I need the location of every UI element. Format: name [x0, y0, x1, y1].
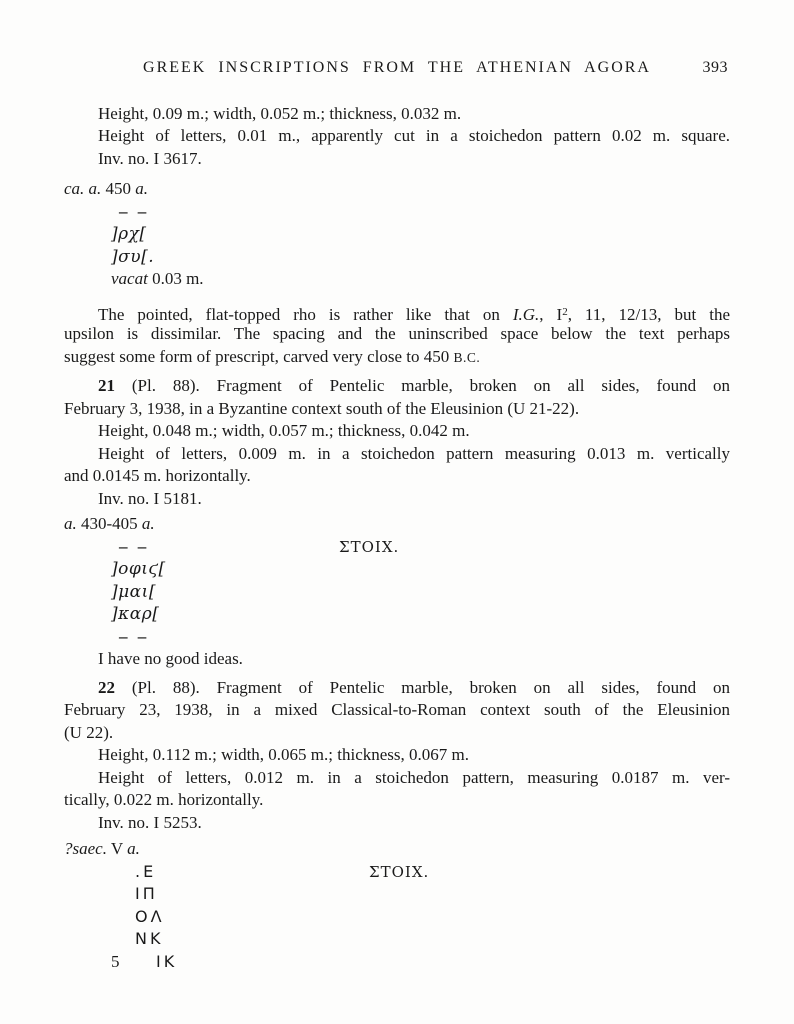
- commentary-line: I have no good ideas.: [98, 649, 243, 668]
- dash-marks: – –: [119, 536, 150, 556]
- entry-text-line: (U 22).: [64, 722, 114, 742]
- dash-marks: – –: [119, 626, 150, 646]
- epigraphic-line: [64, 906, 730, 929]
- letter-height-line: Height of letters, 0.009 m. in a stoichedon pattern measuring 0.013 m. vertically: [98, 443, 730, 463]
- measurements-line: Height, 0.112 m.; width, 0.065 m.; thickness, 0.067 m.: [98, 745, 469, 764]
- lacuna-dashes: [64, 536, 730, 559]
- date-suffix: a.: [127, 839, 140, 858]
- date-line: [64, 178, 730, 201]
- commentary-text: The pointed, flat-topped rho is rather like that on: [98, 304, 513, 324]
- running-head-title: GREEK INSCRIPTIONS FROM THE ATHENIAN AGORA: [143, 59, 651, 76]
- inventory-line: Inv. no. I 5253.: [98, 812, 202, 832]
- page-number: 393: [702, 59, 728, 76]
- lacuna-dashes: [64, 626, 730, 649]
- date-prefix: ?saec.: [64, 839, 107, 858]
- date-suffix: a.: [135, 179, 149, 198]
- letter-height-line: and 0.0145 m. horizontally.: [64, 466, 251, 485]
- greek-text: ]μαι[: [111, 581, 156, 602]
- epigraphic-line: [64, 861, 730, 884]
- date-year: 430-405: [81, 514, 138, 533]
- superscript: 2: [562, 305, 568, 318]
- greek-line: [64, 223, 730, 246]
- lacuna-dashes: [64, 201, 730, 224]
- inventory-line: Inv. no. I 5181.: [98, 488, 202, 508]
- greek-text: ]ρχ[: [111, 224, 147, 244]
- measurements-line: Height, 0.09 m.; width, 0.052 m.; thickness, 0.032 m.: [98, 103, 462, 123]
- commentary-text: , I: [539, 304, 563, 324]
- dash-marks: – –: [119, 201, 150, 221]
- entry-heading-line: [64, 375, 730, 398]
- greek-text: ]συ[.: [111, 246, 155, 267]
- entry-text-line: February 3, 1938, in a Byzantine context south of the Eleusinion (U 21-22).: [64, 398, 580, 418]
- greek-line: [64, 581, 730, 604]
- commentary-text: , 11, 12/13, but the: [567, 304, 730, 324]
- vacat-note: [111, 269, 204, 288]
- entry-heading-line: [64, 677, 730, 700]
- letter-height-line: tically, 0.022 m. horizontally.: [64, 790, 264, 809]
- running-head: [64, 57, 730, 80]
- greek-line: [64, 603, 730, 626]
- entry-number: 21: [98, 376, 115, 395]
- inventory-line: Inv. no. I 3617.: [98, 148, 202, 168]
- date-line: [64, 513, 730, 536]
- date-year: 450: [105, 179, 132, 198]
- stoichedon-label: ΣΤΟΙΧ.: [369, 862, 430, 881]
- bc-smallcaps: B.C.: [453, 349, 481, 365]
- epigraphic-letters: ΝΚ: [135, 929, 164, 948]
- vacat-measure: 0.03 m.: [152, 269, 204, 288]
- greek-line: [64, 246, 730, 269]
- epigraphic-line: [64, 951, 730, 974]
- entry-text: (Pl. 88). Fragment of Pentelic marble, broken on all sides, found on: [115, 677, 730, 697]
- date-prefix: a.: [64, 514, 77, 533]
- letter-height-line: Height of letters, 0.01 m., apparently cut in a stoichedon pattern 0.02 m. square.: [98, 126, 730, 145]
- entry-text: (Pl. 88). Fragment of Pentelic marble, broken on all sides, found on: [115, 376, 730, 395]
- epigraphic-line: [64, 928, 730, 951]
- epigraphic-letters: ΟΛ: [135, 906, 165, 926]
- commentary-line: upsilon is dissimilar. The spacing and the uninscribed space below the text perhaps: [64, 324, 730, 343]
- epigraphic-letters: .Ε: [135, 861, 157, 881]
- vacat-word: vacat: [111, 269, 148, 288]
- measurements-line: Height, 0.048 m.; width, 0.057 m.; thickness, 0.042 m.: [98, 421, 470, 440]
- verse-line-number: 5: [111, 951, 120, 971]
- greek-line: [64, 558, 730, 581]
- epigraphic-letters: ΙΚ: [156, 951, 178, 971]
- date-prefix: ca. a.: [64, 179, 102, 198]
- stoichedon-label: ΣΤΟΙΧ.: [339, 537, 400, 556]
- commentary-line: [64, 301, 730, 324]
- vacat-line: [64, 268, 730, 291]
- epigraphic-line: [64, 883, 730, 906]
- entry-number: 22: [98, 677, 115, 697]
- date-line: [64, 838, 730, 861]
- date-suffix: a.: [141, 514, 155, 533]
- date-century: V: [110, 839, 123, 858]
- epigraphic-letters: ΙΠ: [135, 884, 158, 903]
- entry-text-line: February 23, 1938, in a mixed Classical-to-Roman context south of the Eleusinion: [64, 700, 730, 719]
- greek-text: ]καρ[: [111, 604, 160, 624]
- commentary-text: suggest some form of prescript, carved very close to 450: [64, 346, 454, 366]
- ig-citation: I.G.: [512, 304, 540, 324]
- letter-height-line: Height of letters, 0.012 m. in a stoichedon pattern, measuring 0.0187 m. ver-: [98, 767, 730, 787]
- greek-text: ]οφιϛ[: [111, 559, 166, 579]
- commentary-line: [64, 346, 730, 369]
